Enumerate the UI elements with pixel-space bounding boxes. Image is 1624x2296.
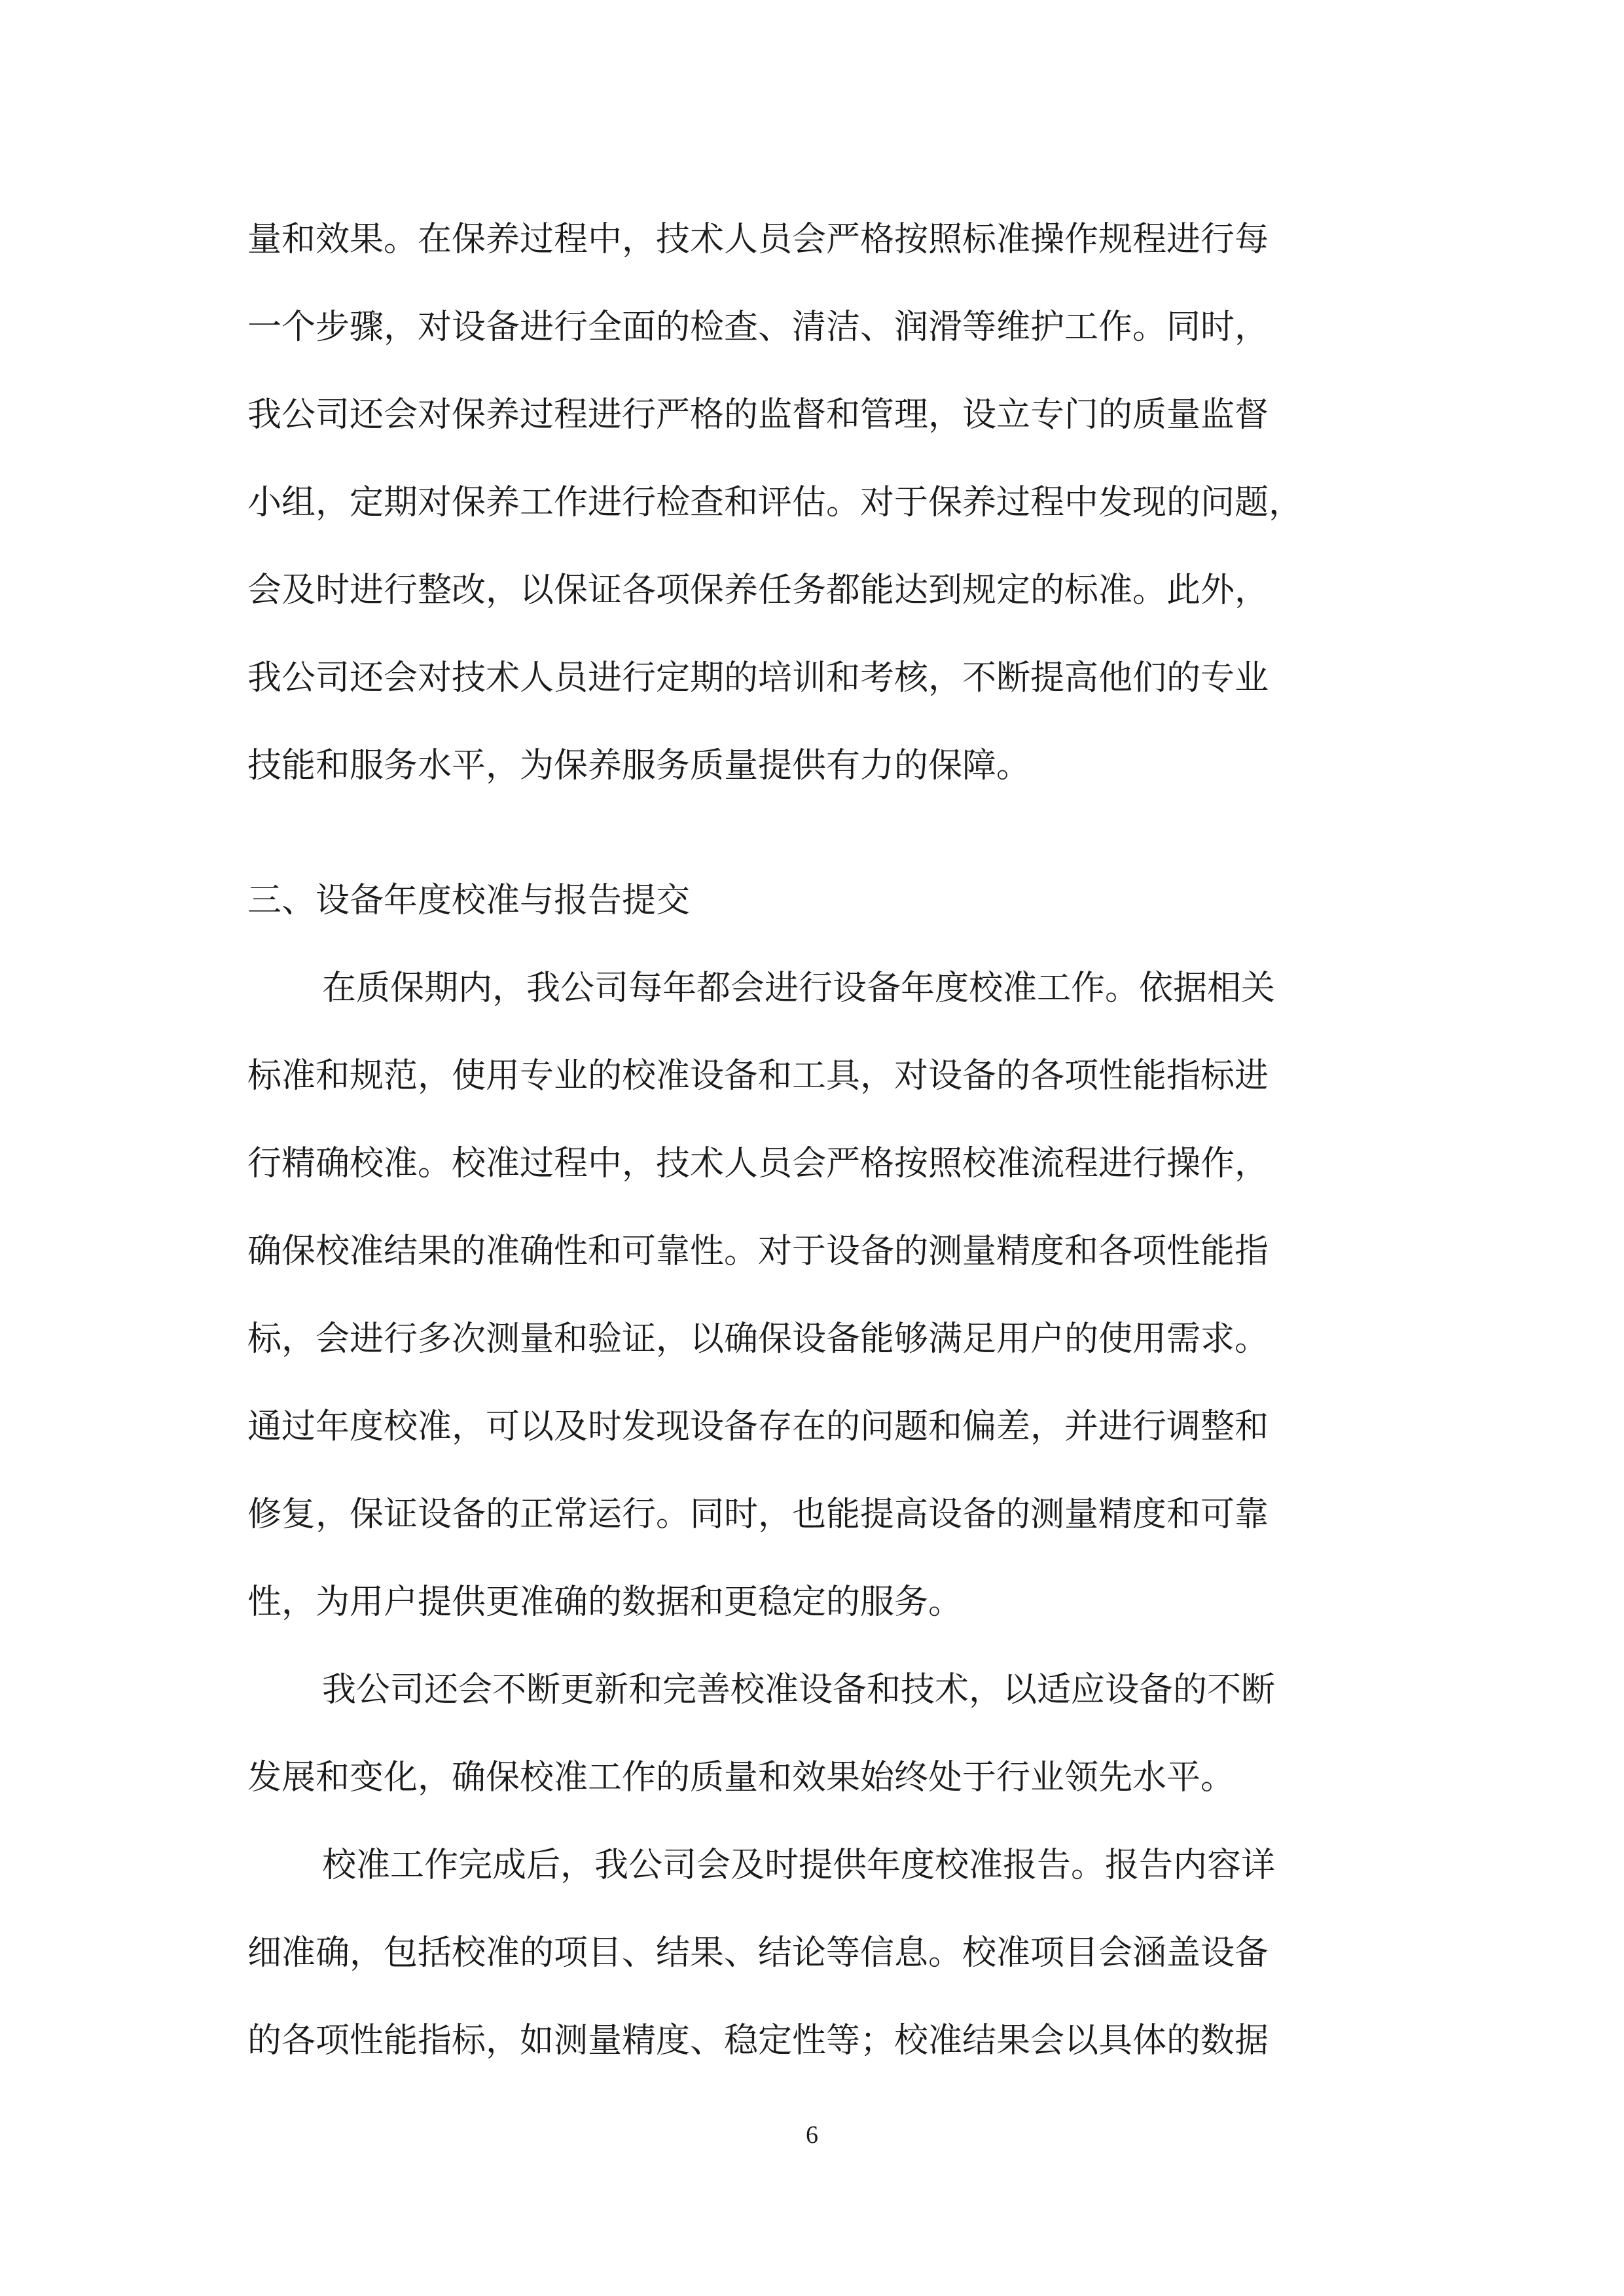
text-line: 校准工作完成后，我公司会及时提供年度校准报告。报告内容详 [322, 1846, 1276, 1885]
text-line: 细准确，包括校准的项目、结果、结论等信息。校准项目会涵盖设备 [247, 1933, 1269, 1973]
text-line: 技能和服务水平，为保养服务质量提供有力的保障。 [247, 746, 1031, 785]
text-line: 我公司还会不断更新和完善校准设备和技术，以适应设备的不断 [322, 1670, 1276, 1710]
text-line: 发展和变化，确保校准工作的质量和效果始终处于行业领先水平。 [247, 1758, 1235, 1797]
text-line: 行精确校准。校准过程中，技术人员会严格按照校准流程进行操作， [247, 1144, 1269, 1183]
text-line: 一个步骤，对设备进行全面的检查、清洁、润滑等维护工作。同时， [247, 308, 1269, 347]
text-line: 确保校准结果的准确性和可靠性。对于设备的测量精度和各项性能指 [247, 1232, 1269, 1271]
text-line: 会及时进行整改，以保证各项保养任务都能达到规定的标准。此外， [247, 571, 1269, 610]
text-line: 量和效果。在保养过程中，技术人员会严格按照标准操作规程进行每 [247, 220, 1269, 259]
text-line: 我公司还会对技术人员进行定期的培训和考核，不断提高他们的专业 [247, 658, 1269, 698]
text-line: 标准和规范，使用专业的校准设备和工具，对设备的各项性能指标进 [247, 1056, 1269, 1096]
text-line: 在质保期内，我公司每年都会进行设备年度校准工作。依据相关 [322, 969, 1276, 1008]
text-line: 标，会进行多次测量和验证，以确保设备能够满足用户的使用需求。 [247, 1319, 1269, 1359]
text-line: 我公司还会对保养过程进行严格的监督和管理，设立专门的质量监督 [247, 395, 1269, 435]
text-line: 小组，定期对保养工作进行检查和评估。对于保养过程中发现的问题， [247, 483, 1303, 522]
text-line: 通过年度校准，可以及时发现设备存在的问题和偏差，并进行调整和 [247, 1407, 1269, 1446]
text-line: 的各项性能指标，如测量精度、稳定性等；校准结果会以具体的数据 [247, 2021, 1269, 2060]
page-number: 6 [806, 2121, 818, 2149]
text-line: 性，为用户提供更准确的数据和更稳定的服务。 [247, 1583, 963, 1622]
section-heading: 三、设备年度校准与报告提交 [247, 881, 691, 920]
text-line: 修复，保证设备的正常运行。同时，也能提高设备的测量精度和可靠 [247, 1495, 1269, 1534]
